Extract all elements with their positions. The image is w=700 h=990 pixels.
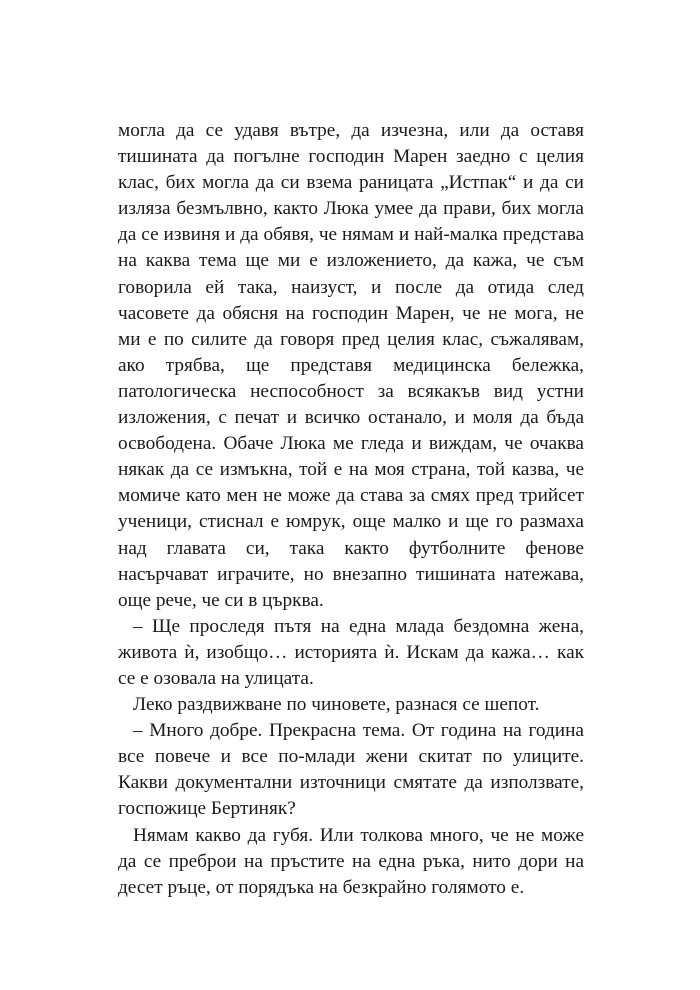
paragraph-2: – Ще проследя пътя на една млада бездомна жена, живота ѝ, изобщо… историята ѝ. Искам да кажа… как се е озовала на улицата. <box>118 615 584 689</box>
paragraph-3: Леко раздвижване по чиновете, разнася се шепот. <box>133 694 540 716</box>
paragraph-5: Нямам какво да губя. Или толкова много, че не може да се преброи на пръстите на една ръка, нито дори на десет ръце, от порядъка на безкрайно голямото е. <box>118 824 584 898</box>
paragraph-1: могла да се удавя вътре, да изчезна, или да оставя тишината да погълне господин Марен заедно с целия клас, бих могла да си взема раницата „Истпак“ и да си изляза безмълвно, както Люка умее да прави, бих могла да се извиня и да обявя, че нямам и най-малка представа на каква тема ще ми е изложението, да кажа, че съм говорила ей така, наизуст, и после да отида след часовете да обясня на господин Марен, че не мога, не ми е по силите да говоря пред целия клас, съжалявам, ако трябва, ще представя медицинска бележка, патологическа неспособност за всякакъв вид устни изложения, с печат и всичко останало, и моля да бъда освободена. Обаче Люка ме гледа и виждам, че очаква някак да се измъкна, той е на моя страна, той казва, че момиче като мен не може да става за смях пред трийсет ученици, стиснал е юмрук, още малко и ще го размаха над главата си, така както футболните фенове насърчават играчите, но внезапно тишината натежава, още рече, че си в църква. <box>118 120 584 611</box>
paragraph-4: – Много добре. Прекрасна тема. От година на година все повече и все по-млади жени скитат по улиците. Какви документални източници смятате да използвате, госпожице Бертиняк? <box>118 720 584 820</box>
body-text <box>118 118 584 901</box>
